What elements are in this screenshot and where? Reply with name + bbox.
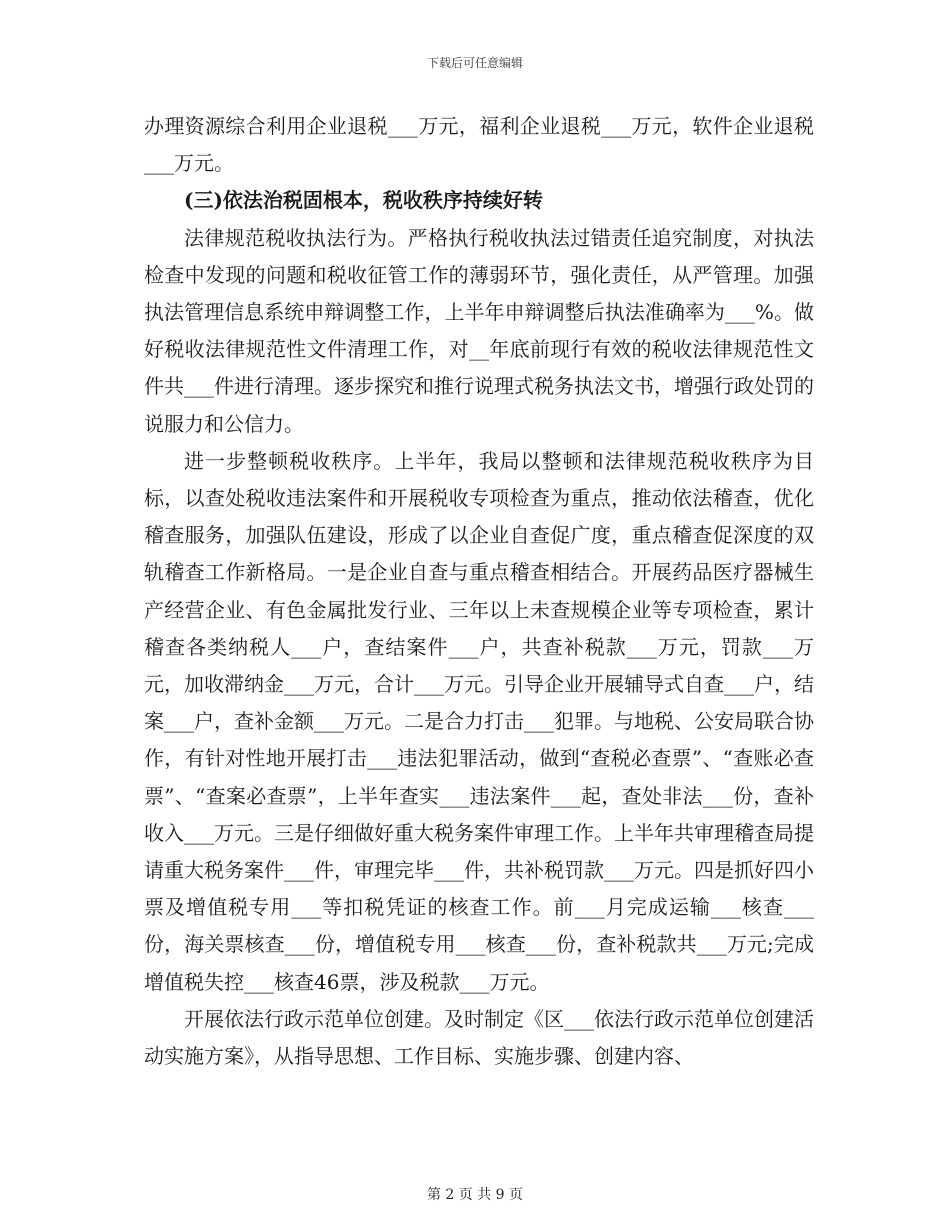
paragraph-tax-order: 进一步整顿税收秩序。上半年，我局以整顿和法律规范税收秩序为目标，以查处税收违法案件和开展税收专项检查为重点，推动依法稽查，优化稽查服务，加强队伍建设，形成了以企业自查促广度，重点稽查促深度的双轨稽查工作新格局。一是企业自查与重点稽查相结合。开展药品医疗器械生产经营企业、有色金属批发行业、三年以上未查规模企业等专项检查，累计稽查各类纳税人___户，查结案件___户，共查补税款___万元，罚款___万元，加收滞纳金___万元，合计___万元。引导企业开展辅导式自查___户，结案___户，查补金额___万元。二是合力打击___犯罪。与地税、公安局联合协作，有针对性地开展打击___违法犯罪活动，做到“查税必查票”、“查账必查票”、“查案必查票”，上半年查实___违法案件___起，查处非法___份，查补收入___万元。三是仔细做好重大税务案件审理工作。上半年共审理稽查局提请重大税务案件___件，审理完毕___件，共补税罚款___万元。四是抓好四小票及增值税专用___等扣税凭证的核查工作。前___月完成运输___核查___份，海关票核查___份，增值税专用___核查___份，查补税款共___万元;完成增值税失控___核查46票，涉及税款___万元。 (144, 448, 814, 994)
paragraph-law-enforcement: 法律规范税收执法行为。严格执行税收执法过错责任追究制度，对执法检查中发现的问题和税收征管工作的薄弱环节，强化责任，从严管理。加强执法管理信息系统申辩调整工作，上半年申辩调整后执法准确率为___%。做好税收法律规范性文件清理工作，对__年底前现行有效的税收法律规范性文件共___件进行清理。逐步探究和推行说理式税务执法文书，增强行政处罚的说服力和公信力。 (144, 225, 814, 436)
paragraph-continuation: 办理资源综合利用企业退税___万元，福利企业退税___万元，软件企业退税___万元。 (144, 114, 814, 176)
paragraph-demo-unit: 开展依法行政示范单位创建。及时制定《区___依法行政示范单位创建活动实施方案》，从指导思想、工作目标、实施步骤、创建内容、 (144, 1006, 814, 1069)
section-heading: (三)依法治税固根本，税收秩序持续好转 (184, 188, 543, 213)
document-body (144, 108, 814, 1075)
page-number: 第 2 页 共 9 页 (426, 1187, 524, 1203)
page-header-note: 下载后可任意编辑 (426, 56, 523, 70)
